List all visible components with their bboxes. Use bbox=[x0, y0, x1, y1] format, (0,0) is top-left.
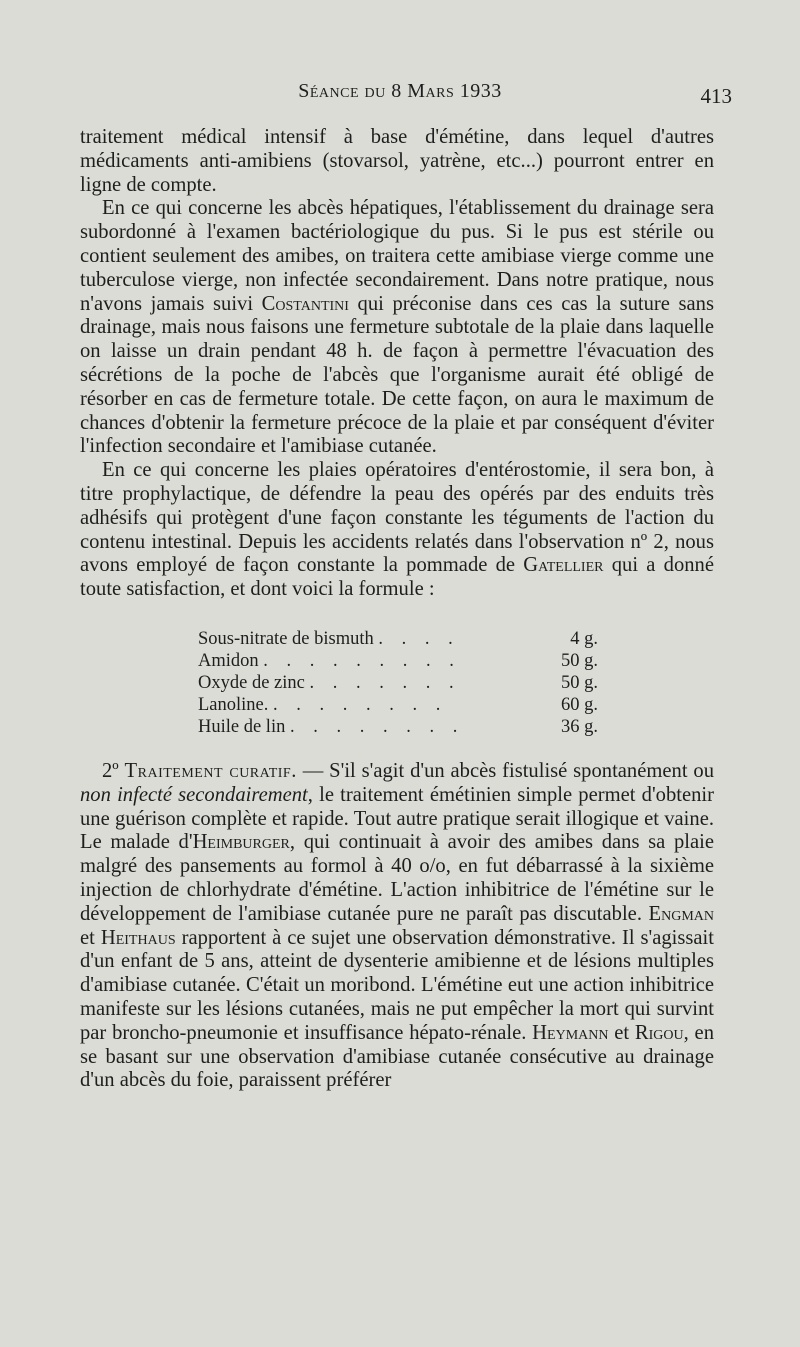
emphasis: non infecté secondairement bbox=[80, 783, 308, 806]
ingredient-name: Lanoline. . . . . . . . . bbox=[198, 694, 448, 715]
ingredient-quantity: 50 g. bbox=[561, 650, 598, 671]
paragraph-3: En ce qui concerne les plaies opératoires d'entérostomie, il sera bon, à titre prophylactique, de défendre la peau des opérés par des enduits très adhésifs qui protègent d'une façon constante les téguments de l'action du contenu intestinal. Depuis les accidents relatés dans l'observation nº 2, nous avons employé de façon constante la pommade de Gatellier qui a donné toute satisfaction, et dont voici la formule : bbox=[80, 459, 714, 601]
formula-row bbox=[198, 628, 598, 650]
section-heading: Traitement curatif. bbox=[124, 759, 297, 782]
ingredient-quantity: 50 g. bbox=[561, 672, 598, 693]
ingredient-name: Amidon . . . . . . . . . bbox=[198, 650, 461, 671]
author-name: Engman bbox=[648, 902, 714, 925]
author-name: Costantini bbox=[261, 292, 349, 315]
ingredient-name: Sous-nitrate de bismuth . . . . bbox=[198, 628, 460, 649]
formula-table bbox=[198, 628, 598, 738]
author-name: Heimburger bbox=[192, 831, 290, 854]
author-name: Gatellier bbox=[523, 554, 604, 577]
author-name: Heithaus bbox=[100, 926, 176, 949]
body-text bbox=[80, 126, 714, 1093]
ingredient-quantity: 4 g. bbox=[570, 628, 598, 649]
ingredient-name: Huile de lin . . . . . . . . bbox=[198, 716, 465, 737]
running-title: Séance du 8 Mars 1933 bbox=[298, 80, 502, 102]
ingredient-quantity: 36 g. bbox=[561, 716, 598, 737]
formula-row bbox=[198, 650, 598, 672]
paragraph-1: traitement médical intensif à base d'émétine, dans lequel d'autres médicaments anti-amibiens (stovarsol, yatrène, etc...) pourront entrer en ligne de compte. bbox=[80, 126, 714, 196]
paragraph-4: 2º Traitement curatif. — S'il s'agit d'un abcès fistulisé spontanément ou non infecté secondairement, le traitement émétinien simple permet d'obtenir une guérison complète et rapide. Tout autre pratique serait illogique et vaine. Le malade d'Heimburger, qui continuait à avoir des amibes dans sa plaie malgré des pansements au formol à 40 o/o, en fut débarrassé à la sixième injection de chlorhydrate d'émétine. L'action inhibitrice de l'émétine sur le développement de l'amibiase cutanée pure ne paraît pas discutable. Engman et Heithaus rapportent à ce sujet une observation démonstrative. Il s'agissait d'un enfant de 5 ans, atteint de dysenterie amibienne et de lésions multiples d'amibiase cutanée. C'était un moribond. L'émétine eut une action inhibitrice manifeste sur les lésions cutanées, mais ne put empêcher la mort qui survint par broncho-pneumonie et insuffisance hépato-rénale. Heymann et Rigou, en se basant sur une observation d'amibiase cutanée consécutive au drainage d'un abcès du foie, paraissent préférer bbox=[80, 759, 715, 1092]
formula-row bbox=[198, 716, 598, 738]
ingredient-quantity: 60 g. bbox=[561, 694, 598, 715]
page-number: 413 bbox=[700, 84, 732, 108]
formula-row bbox=[198, 694, 598, 716]
author-name: Rigou bbox=[634, 1021, 684, 1044]
formula-row bbox=[198, 672, 598, 694]
section-number: 2º bbox=[102, 759, 125, 782]
author-name: Heymann bbox=[532, 1021, 609, 1044]
paragraph-2: En ce qui concerne les abcès hépatiques, l'établissement du drainage sera subordonné à l'examen bactériologique du pus. Si le pus est stérile ou contient seulement des amibes, on traitera cette amibiase vierge comme une tuberculose vierge, non infectée secondairement. Dans notre pratique, nous n'avons jamais suivi Costantini qui préconise dans ces cas la suture sans drainage, mais nous faisons une fermeture subtotale de la plaie dans laquelle on laisse un drain pendant 48 h. de façon à permettre l'évacuation des sécrétions de la poche de l'abcès que l'organisme aurait été obligé de résorber en cas de fermeture totale. De cette façon, on aura le maximum de chances d'obtenir la fermeture précoce de la plaie et par conséquent d'éviter l'infection secondaire et l'amibiase cutanée. bbox=[80, 197, 714, 458]
ingredient-name: Oxyde de zinc . . . . . . . bbox=[198, 672, 461, 693]
